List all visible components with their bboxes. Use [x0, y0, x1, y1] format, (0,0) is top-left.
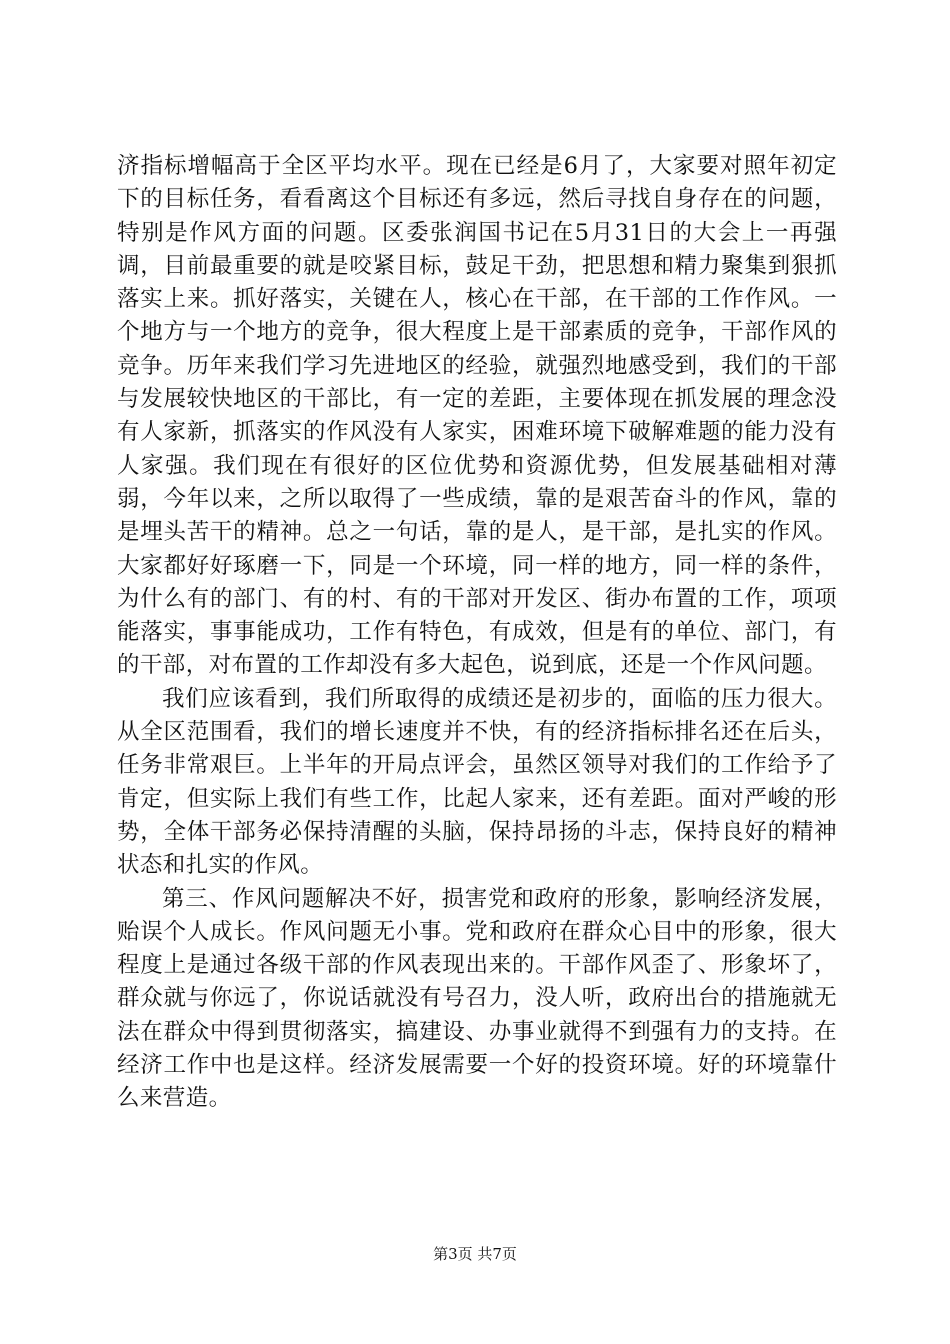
page-footer: 第3页 共7页 — [433, 1245, 517, 1263]
body-text — [117, 150, 837, 1116]
paragraph-3: 第三、作风问题解决不好，损害党和政府的形象，影响经济发展，贻误个人成长。作风问题无小事。党和政府在群众心目中的形象，很大程度上是通过各级干部的作风表现出来的。干部作风歪了、形象坏了，群众就与你远了，你说话就没有号召力，没人听，政府出台的措施就无法在群众中得到贯彻落实，搞建设、办事业就得不到强有力的支持。在经济工作中也是这样。经济发展需要一个好的投资环境。好的环境靠什么来营造。 — [117, 885, 837, 1112]
paragraph-1: 济指标增幅高于全区平均水平。现在已经是6月了，大家要对照年初定下的目标任务，看看离这个目标还有多远，然后寻找自身存在的问题，特别是作风方面的问题。区委张润国书记在5月31日的大会上一再强调，目前最重要的就是咬紧目标，鼓足干劲，把思想和精力聚集到狠抓落实上来。抓好落实，关键在人，核心在干部，在干部的工作作风。一个地方与一个地方的竞争，很大程度上是干部素质的竞争，干部作风的竞争。历年来我们学习先进地区的经验，就强烈地感受到，我们的干部与发展较快地区的干部比，有一定的差距，主要体现在抓发展的理念没有人家新，抓落实的作风没有人家实，困难环境下破解难题的能力没有人家强。我们现在有很好的区位优势和资源优势，但发展基础相对薄弱，今年以来，之所以取得了一些成绩，靠的是艰苦奋斗的作风，靠的是埋头苦干的精神。总之一句话，靠的是人，是干部，是扎实的作风。大家都好好琢磨一下，同是一个环境，同一样的地方，同一样的条件，为什么有的部门、有的村、有的干部对开发区、街办布置的工作，项项能落实，事事能成功，工作有特色，有成效，但是有的单位、部门，有的干部，对布置的工作却没有多大起色，说到底，还是一个作风问题。 — [117, 153, 837, 679]
paragraph-2: 我们应该看到，我们所取得的成绩还是初步的，面临的压力很大。从全区范围看，我们的增长速度并不快，有的经济指标排名还在后头，任务非常艰巨。上半年的开局点评会，虽然区领导对我们的工作给予了肯定，但实际上我们有些工作，比起人家来，还有差距。面对严峻的形势，全体干部务必保持清醒的头脑，保持昂扬的斗志，保持良好的精神状态和扎实的作风。 — [117, 685, 837, 879]
